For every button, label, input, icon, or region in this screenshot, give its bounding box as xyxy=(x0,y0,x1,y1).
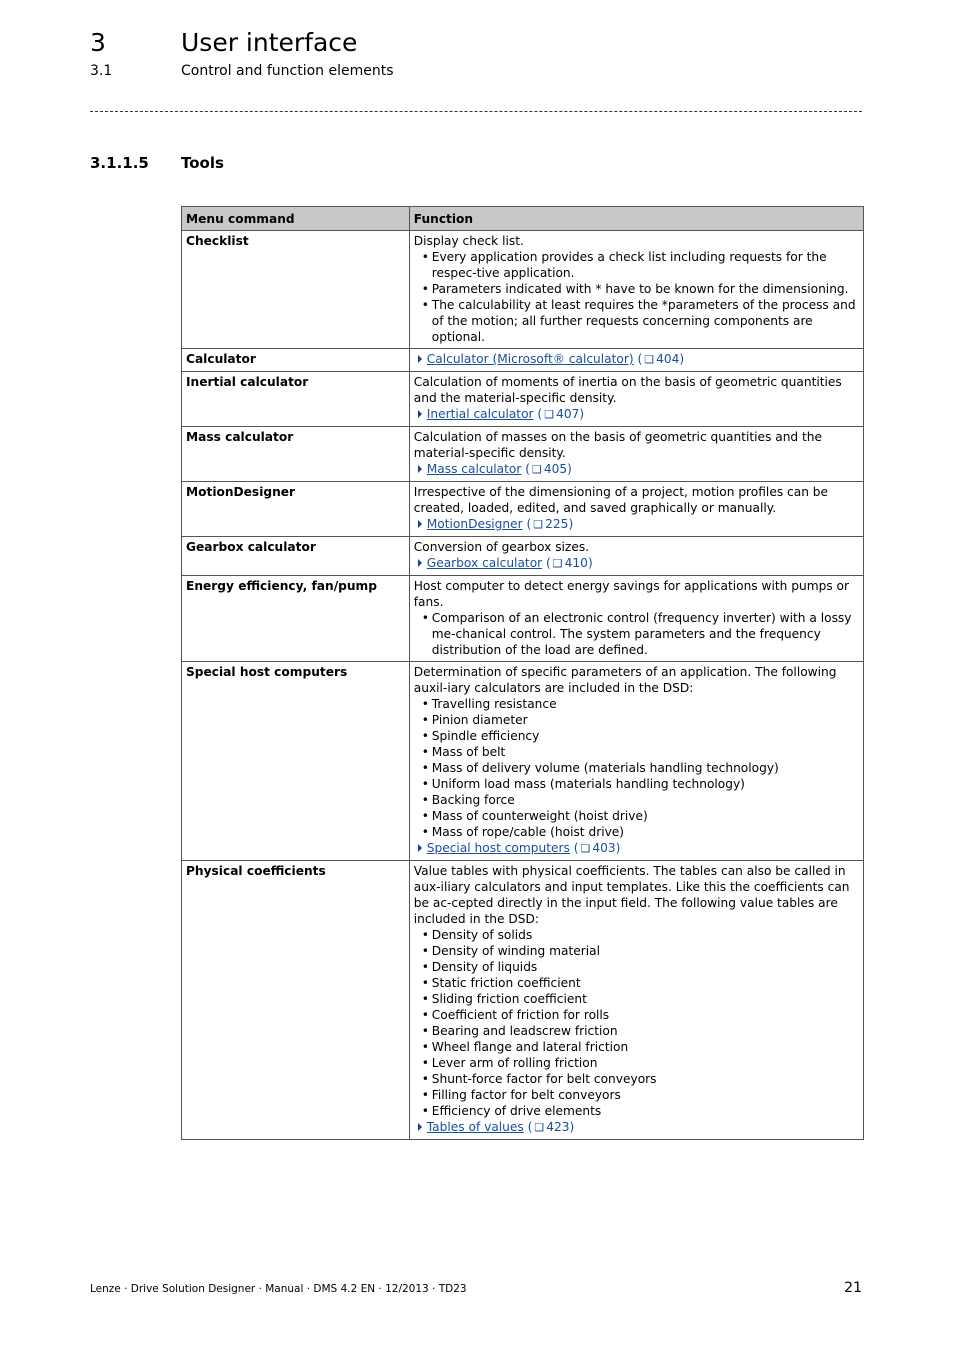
menu-command-cell: Calculator xyxy=(182,349,410,372)
column-header-menu-command: Menu command xyxy=(182,207,410,231)
subsection-title: Tools xyxy=(181,154,224,172)
arrow-right-icon xyxy=(418,1123,422,1131)
section-number: 3.1 xyxy=(90,63,113,79)
bullet-item: • Travelling resistance xyxy=(414,696,859,712)
header-divider xyxy=(90,111,862,112)
cross-reference xyxy=(414,516,859,533)
bullet-item: • The calculability at least requires the *parameters of the process and of the motion; all further requests concerning components are optional. xyxy=(414,297,859,345)
cross-reference xyxy=(414,406,859,423)
page-ref-open: ( xyxy=(542,556,551,570)
table-row xyxy=(182,231,864,349)
menu-command-cell: Inertial calculator xyxy=(182,372,410,427)
function-cell xyxy=(409,427,863,482)
bullet-item: • Wheel flange and lateral friction xyxy=(414,1039,859,1055)
page-reference[interactable]: 423 xyxy=(546,1120,570,1134)
function-description: Display check list. xyxy=(413,234,524,248)
function-cell xyxy=(409,482,863,537)
cross-reference xyxy=(414,840,859,857)
menu-command-cell: Mass calculator xyxy=(182,427,410,482)
reference-link[interactable]: Gearbox calculator xyxy=(426,556,543,570)
function-cell xyxy=(409,537,863,576)
page-ref-close: ) xyxy=(568,517,574,531)
chapter-number: 3 xyxy=(90,28,106,57)
cross-reference xyxy=(414,461,859,478)
menu-command-cell: Special host computers xyxy=(182,662,410,861)
function-cell xyxy=(409,372,863,427)
tools-table xyxy=(181,206,864,1140)
bullet-item: • Density of winding material xyxy=(414,943,859,959)
bullet-item: • Bearing and leadscrew friction xyxy=(414,1023,859,1039)
table-row xyxy=(182,482,864,537)
menu-command-cell: MotionDesigner xyxy=(182,482,410,537)
function-cell xyxy=(409,576,863,662)
bullet-item: • Coefficient of friction for rolls xyxy=(414,1007,859,1023)
bullet-item: • Spindle efficiency xyxy=(414,728,859,744)
function-description: Conversion of gearbox sizes. xyxy=(413,540,590,554)
table-row xyxy=(182,349,864,372)
function-description: Calculation of moments of inertia on the basis of geometric quantities and the material-specific density. xyxy=(413,375,842,405)
cross-reference xyxy=(414,555,859,572)
bullet-item: • Efficiency of drive elements xyxy=(414,1103,859,1119)
page-reference[interactable]: 225 xyxy=(545,517,569,531)
function-cell xyxy=(409,861,863,1140)
cross-reference xyxy=(414,351,859,368)
page-ref-open: ( xyxy=(633,352,643,366)
page-ref-close: ) xyxy=(679,352,685,366)
page-ref-close: ) xyxy=(587,556,593,570)
bullet-item: • Mass of rope/cable (hoist drive) xyxy=(414,824,859,840)
bullet-item: • Density of solids xyxy=(414,927,859,943)
bullet-item: • Filling factor for belt conveyors xyxy=(414,1087,859,1103)
bullet-item: • Uniform load mass (materials handling technology) xyxy=(414,776,859,792)
function-cell xyxy=(409,231,863,349)
bullet-item: • Mass of belt xyxy=(414,744,859,760)
bullet-item: • Comparison of an electronic control (frequency inverter) with a lossy me-chanical control. The system parameters and the frequency distribution of the load are defined. xyxy=(414,610,859,658)
section-title: Control and function elements xyxy=(181,63,394,79)
table-row xyxy=(182,662,864,861)
page-reference[interactable]: 407 xyxy=(556,407,580,421)
reference-link[interactable]: Inertial calculator xyxy=(426,407,534,421)
subsection-number: 3.1.1.5 xyxy=(90,154,149,172)
page-number: 21 xyxy=(844,1280,862,1296)
function-description: Host computer to detect energy savings for applications with pumps or fans. xyxy=(413,579,850,609)
page-ref-close: ) xyxy=(569,1120,575,1134)
column-header-function: Function xyxy=(409,207,863,231)
page-ref-open: ( xyxy=(533,407,543,421)
function-cell xyxy=(409,662,863,861)
bullet-item: • Shunt-force factor for belt conveyors xyxy=(414,1071,859,1087)
page-ref-close: ) xyxy=(579,407,585,421)
reference-link[interactable]: Special host computers xyxy=(426,841,570,855)
menu-command-cell: Physical coefficients xyxy=(182,861,410,1140)
page-ref-close: ) xyxy=(615,841,621,855)
function-description: Value tables with physical coefficients. The tables can also be called in aux-iliary calculators and input templates. Like this the coefficients can be ac-cepted directly in the input field. The following value tables are included in the DSD: xyxy=(413,864,850,926)
bullet-item: • Pinion diameter xyxy=(414,712,859,728)
table-row xyxy=(182,372,864,427)
table-row xyxy=(182,537,864,576)
arrow-right-icon xyxy=(418,559,422,567)
reference-link[interactable]: Calculator (Microsoft® calculator) xyxy=(426,352,634,366)
bullet-item: • Backing force xyxy=(414,792,859,808)
book-icon: ❑ xyxy=(544,408,555,421)
table-row xyxy=(182,861,864,1140)
bullet-item: • Density of liquids xyxy=(414,959,859,975)
book-icon: ❑ xyxy=(532,463,542,476)
arrow-right-icon xyxy=(418,844,422,852)
arrow-right-icon xyxy=(418,410,422,418)
reference-link[interactable]: MotionDesigner xyxy=(426,517,523,531)
table-row xyxy=(182,576,864,662)
reference-link[interactable]: Mass calculator xyxy=(426,462,522,476)
menu-command-cell: Gearbox calculator xyxy=(182,537,410,576)
table-body xyxy=(182,231,864,1140)
menu-command-cell: Energy efficiency, fan/pump xyxy=(182,576,410,662)
book-icon: ❑ xyxy=(580,842,591,855)
arrow-right-icon xyxy=(418,355,422,363)
bullet-item: • Mass of counterweight (hoist drive) xyxy=(414,808,859,824)
bullet-item: • Static friction coefficient xyxy=(414,975,859,991)
function-description: Determination of specific parameters of an application. The following auxil-iary calculators are included in the DSD: xyxy=(413,665,837,695)
page-reference[interactable]: 403 xyxy=(592,841,616,855)
reference-link[interactable]: Tables of values xyxy=(426,1120,524,1134)
page-reference[interactable]: 404 xyxy=(656,352,680,366)
book-icon: ❑ xyxy=(533,518,544,531)
page-ref-open: ( xyxy=(569,841,579,855)
table-header-row xyxy=(182,207,864,231)
book-icon: ❑ xyxy=(534,1121,545,1134)
arrow-right-icon xyxy=(418,520,422,528)
bullet-item: • Lever arm of rolling friction xyxy=(414,1055,859,1071)
bullet-item: • Mass of delivery volume (materials handling technology) xyxy=(414,760,859,776)
function-description: Calculation of masses on the basis of geometric quantities and the material-specific density. xyxy=(413,430,823,460)
page-ref-close: ) xyxy=(567,462,572,476)
table-row xyxy=(182,427,864,482)
page-ref-open: ( xyxy=(521,462,531,476)
page-ref-open: ( xyxy=(523,1120,533,1134)
book-icon: ❑ xyxy=(644,353,655,366)
function-description: Irrespective of the dimensioning of a project, motion profiles can be created, loaded, edited, and saved graphically or manually. xyxy=(413,485,829,515)
page-reference[interactable]: 410 xyxy=(564,556,588,570)
chapter-title: User interface xyxy=(181,28,358,57)
menu-command-cell: Checklist xyxy=(182,231,410,349)
cross-reference xyxy=(414,1119,859,1136)
page-reference[interactable]: 405 xyxy=(543,462,568,476)
book-icon: ❑ xyxy=(552,557,563,570)
bullet-item: • Every application provides a check list including requests for the respec-tive application. xyxy=(414,249,859,281)
bullet-item: • Parameters indicated with * have to be known for the dimensioning. xyxy=(414,281,859,297)
arrow-right-icon xyxy=(418,465,422,473)
footer-text: Lenze · Drive Solution Designer · Manual · DMS 4.2 EN · 12/2013 · TD23 xyxy=(90,1283,467,1295)
function-cell xyxy=(409,349,863,372)
bullet-item: • Sliding friction coefficient xyxy=(414,991,859,1007)
page-ref-open: ( xyxy=(522,517,532,531)
